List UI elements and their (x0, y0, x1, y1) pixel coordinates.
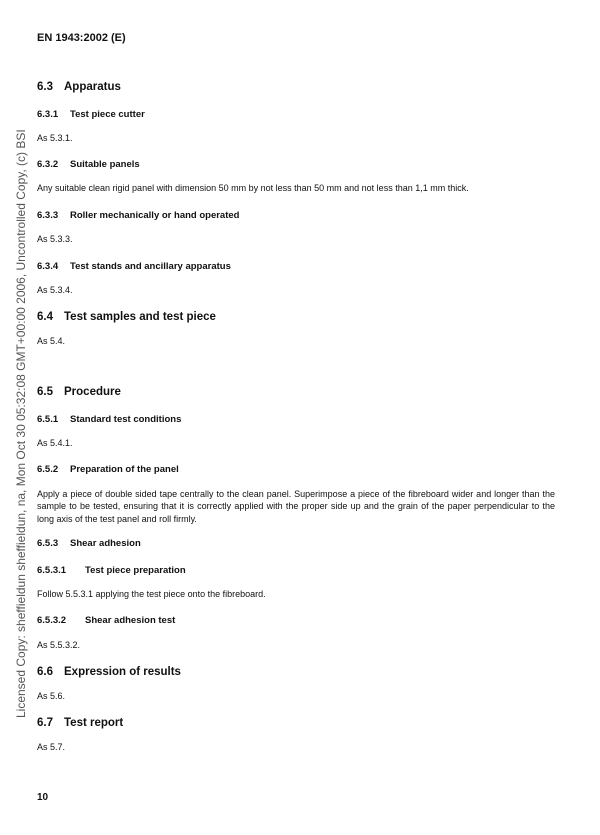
body-6-3-4: As 5.3.4. (37, 285, 73, 295)
heading-6-3-1: 6.3.1 Test piece cutter (37, 109, 145, 120)
heading-6-5: 6.5 Procedure (37, 386, 121, 398)
heading-6-5-1: 6.5.1 Standard test conditions (37, 414, 182, 425)
heading-6-3-3: 6.3.3 Roller mechanically or hand operated (37, 210, 240, 221)
body-6-5-2: Apply a piece of double sided tape centrally to the clean panel. Superimpose a piece of the fibreboard wider and longer than the sample to be tested, ensuring that it is correctly applied with the proper side up and the grain of the paper perpendicular to the long axis of the test panel and roll firmly. (37, 489, 555, 524)
body-6-5-3-1: Follow 5.5.3.1 applying the test piece onto the fibreboard. (37, 589, 266, 599)
body-6-5-1: As 5.4.1. (37, 438, 73, 448)
license-watermark: Licensed Copy: sheffieldun sheffieldun, na, Mon Oct 30 05:32:08 GMT+00:00 2006, Uncontrolled Copy, (c) BSI (14, 129, 28, 718)
body-6-7: As 5.7. (37, 742, 66, 752)
heading-6-5-3: 6.5.3 Shear adhesion (37, 538, 141, 549)
heading-6-5-3-2: 6.5.3.2 Shear adhesion test (37, 615, 176, 626)
body-6-6: As 5.6. (37, 691, 66, 701)
body-6-3-3: As 5.3.3. (37, 234, 73, 244)
heading-6-5-2: 6.5.2 Preparation of the panel (37, 464, 179, 475)
heading-6-3-2: 6.3.2 Suitable panels (37, 159, 140, 170)
heading-6-5-3-1: 6.5.3.1 Test piece preparation (37, 565, 186, 576)
heading-6-3: 6.3 Apparatus (37, 81, 121, 93)
body-6-5-3-2: As 5.5.3.2. (37, 640, 81, 650)
body-6-3-1: As 5.3.1. (37, 133, 73, 143)
body-6-4: As 5.4. (37, 336, 66, 346)
heading-6-3-4: 6.3.4 Test stands and ancillary apparatus (37, 261, 231, 272)
heading-6-7: 6.7 Test report (37, 717, 124, 729)
heading-6-4: 6.4 Test samples and test piece (37, 311, 216, 323)
document-id-header: EN 1943:2002 (E) (37, 32, 126, 44)
page-number: 10 (37, 792, 49, 803)
heading-6-6: 6.6 Expression of results (37, 666, 181, 678)
body-6-3-2: Any suitable clean rigid panel with dimension 50 mm by not less than 50 mm and not less than 1,1 mm thick. (37, 183, 469, 193)
